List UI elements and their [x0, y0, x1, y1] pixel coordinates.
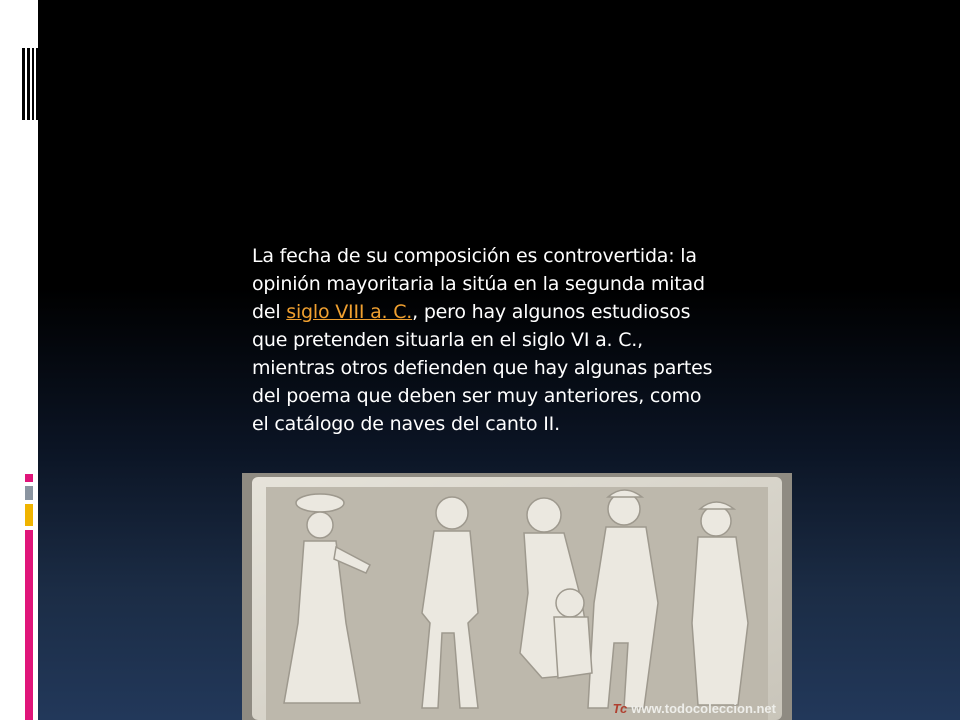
accent-bar-magenta-1 [25, 474, 33, 482]
vertical-lines-decoration [22, 48, 38, 120]
accent-bar-magenta-2 [25, 530, 33, 720]
body-paragraph [252, 242, 722, 438]
stone-relief-image [242, 473, 792, 720]
accent-bar-gray [25, 486, 33, 500]
paragraph-text-start: La fecha de su composición es controvertida: la opinión mayoritaria la sitúa en la segunda mitad del [252, 245, 705, 323]
stone-relief-photo [242, 473, 792, 720]
accent-bar-yellow [25, 504, 33, 526]
watermark-logo: Tc [612, 701, 628, 716]
siglo-viii-link[interactable]: siglo VIII a. C. [286, 301, 413, 323]
watermark [613, 701, 776, 716]
paragraph-text-end: , pero hay algunos estudiosos que pretenden situarla en el siglo VI a. C., mientras otros defienden que hay algunas partes del poema que deben ser muy anteriores, como el catálogo de naves del canto II. [252, 301, 713, 435]
watermark-text: www.todocoleccion.net [631, 701, 776, 716]
